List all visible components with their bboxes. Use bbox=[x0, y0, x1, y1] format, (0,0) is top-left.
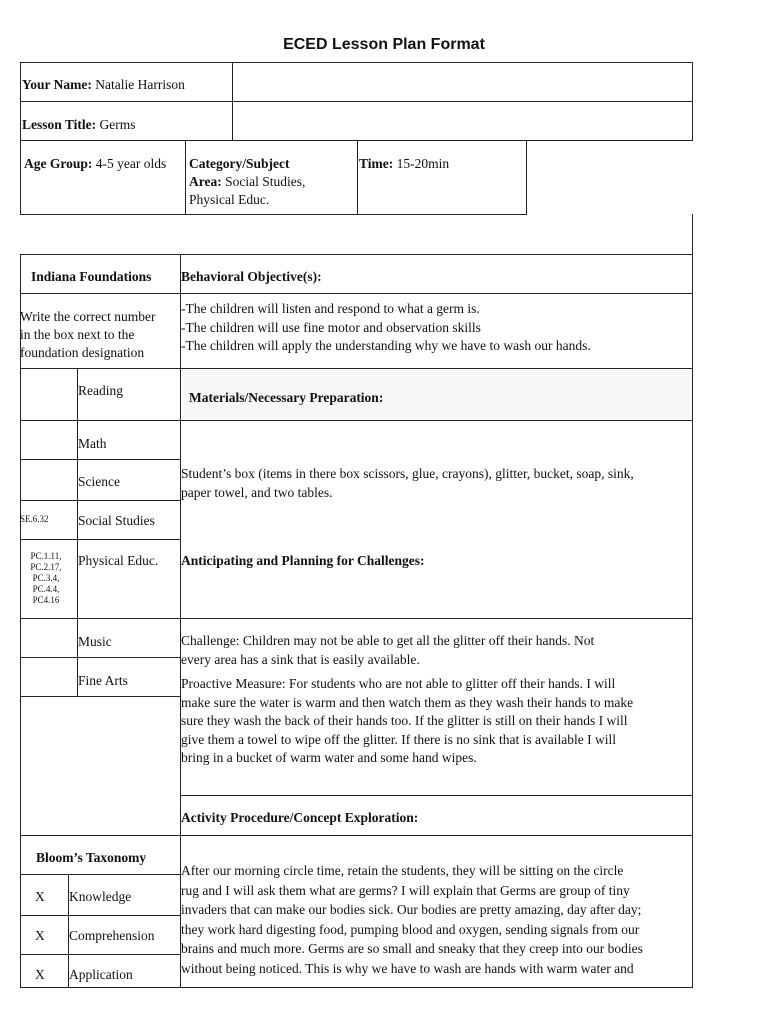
foundation-subject-reading: Reading bbox=[78, 383, 123, 398]
category-area-label: Area: bbox=[189, 174, 222, 189]
challenges-heading: Anticipating and Planning for Challenges: bbox=[181, 553, 425, 568]
instruction-line: in the box next to the bbox=[20, 327, 135, 342]
code-line: PC4.16 bbox=[32, 595, 60, 605]
measure-line: make sure the water is warm and then watch them as they wash their hands to make bbox=[181, 694, 634, 710]
challenge-text bbox=[181, 632, 691, 669]
materials-text bbox=[181, 465, 691, 502]
category-value-2: Physical Educ. bbox=[189, 192, 270, 207]
document-title: ECED Lesson Plan Format bbox=[283, 36, 485, 53]
foundation-code-social-studies: SE.6.32 bbox=[20, 514, 49, 524]
procedure-line: they work hard digesting food, pumping blood and oxygen, sending signals from our bbox=[181, 921, 640, 937]
time-field bbox=[359, 155, 449, 173]
measure-line: sure they wash the back of their hands too. If the glitter is still on their hands I will bbox=[181, 713, 628, 728]
age-group-label: Age Group: bbox=[24, 156, 93, 171]
category-field bbox=[189, 173, 305, 191]
materials-line: Student’s box (items in there box scissors, glue, crayons), glitter, bucket, soap, sink, bbox=[181, 466, 634, 481]
foundation-subject-science: Science bbox=[78, 474, 120, 489]
foundation-code-physical-educ bbox=[22, 551, 70, 606]
code-line: PC.1.11, bbox=[30, 551, 62, 561]
challenge-line: Challenge: Children may not be able to get all the glitter off their hands. Not bbox=[181, 633, 595, 648]
proactive-measure-text bbox=[181, 675, 691, 768]
materials-heading: Materials/Necessary Preparation: bbox=[189, 390, 384, 405]
procedure-heading: Activity Procedure/Concept Exploration: bbox=[181, 810, 419, 825]
procedure-line: invaders that can make our bodies sick. Our bodies are pretty amazing, day after day; bbox=[181, 902, 642, 918]
code-line: PC.2.17, bbox=[30, 562, 62, 572]
blooms-mark: X bbox=[35, 967, 45, 982]
time-label: Time: bbox=[359, 156, 394, 171]
objectives-list bbox=[181, 300, 691, 356]
blooms-heading: Bloom’s Taxonomy bbox=[36, 850, 147, 865]
foundation-subject-social-studies: Social Studies bbox=[78, 513, 155, 528]
measure-line: Proactive Measure: For students who are not able to glitter off their hands. I will bbox=[181, 676, 616, 691]
lesson-title-field bbox=[22, 116, 136, 134]
blooms-level-knowledge: Knowledge bbox=[69, 889, 132, 904]
objective-item: -The children will listen and respond to what a germ is. bbox=[181, 301, 480, 316]
blooms-mark: X bbox=[35, 889, 45, 904]
foundation-subject-fine-arts: Fine Arts bbox=[78, 673, 128, 688]
name-value: Natalie Harrison bbox=[95, 77, 185, 92]
challenge-line: every area has a sink that is easily available. bbox=[181, 651, 420, 667]
age-group-value: 4-5 year olds bbox=[95, 156, 167, 171]
code-line: PC.4.4, bbox=[32, 584, 60, 594]
objective-item: -The children will use fine motor and observation skills bbox=[181, 319, 481, 335]
blooms-mark: X bbox=[35, 928, 45, 943]
time-value: 15-20min bbox=[396, 156, 450, 171]
objective-item: -The children will apply the understanding why we have to wash our hands. bbox=[181, 338, 591, 353]
procedure-line: After our morning circle time, retain the students, they will be sitting on the circle bbox=[181, 863, 624, 878]
instruction-line: foundation designation bbox=[20, 345, 145, 360]
foundation-subject-music: Music bbox=[78, 634, 112, 649]
name-field bbox=[22, 76, 185, 94]
age-group-field bbox=[24, 155, 166, 173]
objectives-heading: Behavioral Objective(s): bbox=[181, 269, 322, 284]
procedure-line: brains and much more. Germs are so small and sneaky that they creep into our bodies bbox=[181, 941, 643, 957]
procedure-line: without being noticed. This is why we have to wash are hands with warm water and bbox=[181, 960, 634, 976]
blooms-level-application: Application bbox=[69, 967, 133, 982]
procedure-line: rug and I will ask them what are germs? I will explain that Germs are group of tiny bbox=[181, 882, 630, 898]
measure-line: give them a towel to wipe off the glitter. If there is no sink that is available I will bbox=[181, 731, 617, 747]
lesson-title-value: Germs bbox=[99, 117, 136, 132]
procedure-text bbox=[181, 861, 691, 979]
lesson-title-label: Lesson Title: bbox=[22, 117, 97, 132]
category-value-1: Social Studies, bbox=[225, 174, 306, 189]
materials-line: paper towel, and two tables. bbox=[181, 484, 333, 500]
category-label: Category/Subject bbox=[189, 156, 290, 171]
foundation-subject-physical-educ: Physical Educ. bbox=[78, 553, 159, 568]
instruction-line: Write the correct number bbox=[20, 309, 156, 324]
foundation-subject-math: Math bbox=[78, 436, 107, 451]
name-label: Your Name: bbox=[22, 77, 92, 92]
blooms-level-comprehension: Comprehension bbox=[69, 928, 155, 943]
foundations-heading: Indiana Foundations bbox=[31, 269, 152, 284]
code-line: PC.3.4, bbox=[32, 573, 60, 583]
foundations-instructions bbox=[20, 308, 156, 362]
measure-line: bring in a bucket of warm water and some hand wipes. bbox=[181, 750, 477, 765]
